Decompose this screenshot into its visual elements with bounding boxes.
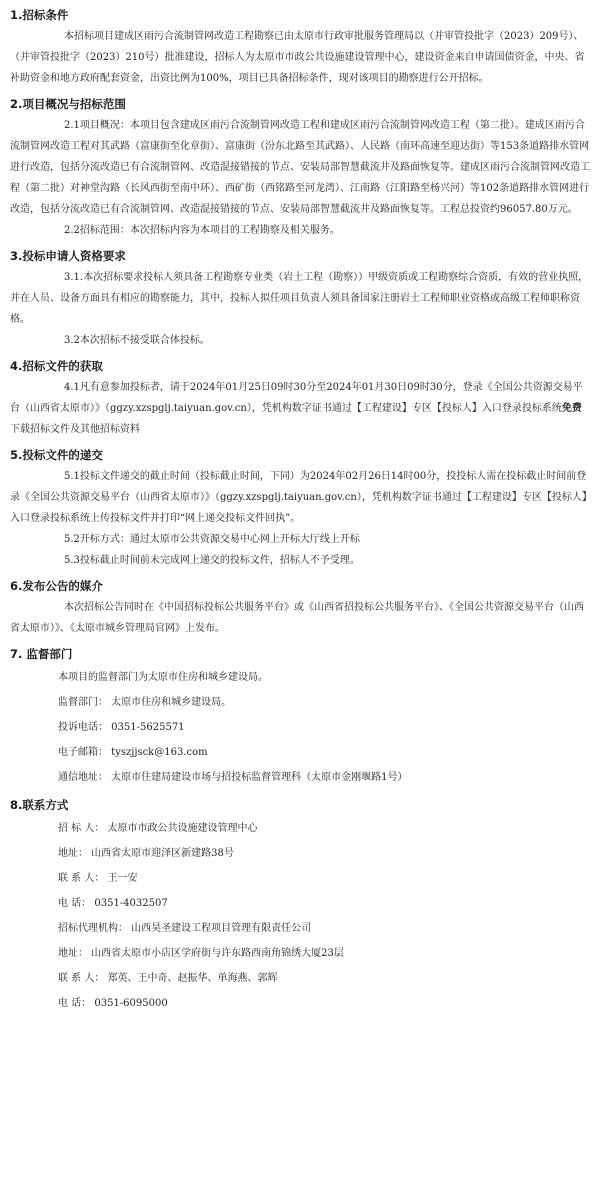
mailing-address: 通信地址： 太原市住建局建设市场与招投标监督管理科（太原市金刚堰路1号） [58,772,408,783]
section-contacts [10,794,590,1016]
section-supervision [10,643,590,790]
agency-contact: 联 系 人： 郑英、王中奇、赵振华、单海燕、郭辉 [58,973,278,984]
section-title: 2.项目概况与招标范围 [10,97,126,111]
tenderer-contact: 联 系 人： 王一安 [58,873,138,884]
section-title: 8.联系方式 [10,798,69,812]
section-bidding-conditions [10,4,590,89]
paragraph: 3.1.本次招标要求投标人须具备工程勘察专业类（岩土工程（勘察））甲级资质或工程勘察综合资质，有效的营业执照，并在人员、设备方面具有相应的勘察能力，其中，投标人拟任项目负责人须具备国家注册岩土工程师职业资格或高级工程师职称资格。 [10,272,589,325]
supervision-dept: 监督部门： 太原市住房和城乡建设局。 [58,697,232,708]
email: 电子邮箱： tyszjjsck@163.com [58,747,208,758]
section-title: 7. 监督部门 [10,647,73,661]
paragraph: 2.1项目概况：本项目包含建成区雨污合流制管网改造工程和建成区雨污合流制管网改造工程（第二批）。建成区雨污合流制管网改造工程对其武路（富康街至化章街）、富康街（汾东北路至其武路）、人民路（南环高速至迎达街）等153条道路排水管网进行改造，包括分流改造已有合流制管网、改造混接错接的节点、安装局部智慧截流井及路面恢复等。建成区雨污合流制管网改造工程（第二批）对神堂沟路（长风西街至南中环）、西矿街（西铭路至河龙湾）、江南路（江阳路至杨兴河）等102条道路排水管网进行改造，包括分流改造已有合流制管网、改造混接错接的节点、安装局部智慧截流井及路面恢复等。工程总投资约96057.80万元。 [10,120,590,215]
section-project-overview [10,93,590,241]
section-title: 3.投标申请人资格要求 [10,249,126,263]
paragraph: 本项目的监督部门为太原市住房和城乡建设局。 [58,672,268,683]
paragraph [10,377,590,440]
paragraph: 5.1投标文件递交的截止时间（投标截止时间，下同）为2024年02月26日14时00分，投投标人需在投标截止时间前登录《全国公共资源交易平台（山西省太原市）》（ggzy.xzspglj.taiyuan.gov.cn），凭机构数字证书通过【工程建设】专区【投标人】入口登录投标系统上传投标文件并打印“网上递交投标文件回执”。 [10,471,587,524]
paragraph: 5.2开标方式：通过太原市公共资源交易中心网上开标大厅线上开标 [64,534,360,545]
paragraph: 本招标项目建成区雨污合流制管网改造工程勘察已由太原市行政审批服务管理局以（并审管投批字（2023）209号）、（并审管投批字（2023）210号）批准建设，招标人为太原市市政公共设施建设管理中心，建设资金来自申请国债资金，中央、省补助资金和地方政府配套资金，出资比例为100%，项目已具备招标条件，现对该项目的勘察进行公开招标。 [10,31,585,84]
paragraph: 5.3投标截止时间前未完成网上递交的投标文件，招标人不予受理。 [64,555,360,566]
section-title: 1.招标条件 [10,8,69,22]
section-qualification [10,245,590,351]
section-title: 4.招标文件的获取 [10,359,103,373]
tenderer-address: 地址： 山西省太原市迎泽区新建路38号 [58,848,234,859]
text-run: 4.1凡有意参加投标者，请于2024年01月25日09时30分至2024年01月30日09时30分，登录《全国公共资源交易平台（山西省太原市）》（ggzy.xzspglj.taiyuan.gov.cn），凭机构数字证书通过【工程建设】专区【投标人】入口登录投标系统 [10,382,583,414]
tenderer: 招 标 人： 太原市市政公共设施建设管理中心 [58,823,258,834]
paragraph: 本次招标公告同时在《中国招标投标公共服务平台》或《山西省招投标公共服务平台》、《全国公共资源交易平台（山西省太原市）》、《太原市城乡管理局官网》上发布。 [10,602,584,634]
paragraph: 3.2本次招标不接受联合体投标。 [64,335,210,346]
text-run: 下载招标文件及其他招标资料 [10,424,140,435]
section-title: 6.发布公告的媒介 [10,579,103,593]
tenderer-phone: 电 话： 0351-4032507 [58,898,168,909]
complaint-phone: 投诉电话： 0351-5625571 [58,722,185,733]
section-media [10,575,590,639]
agency-address: 地址： 山西省太原市小店区学府街与许东路西南角锦绣大厦23层 [58,948,344,959]
agency-phone: 电 话： 0351-6095000 [58,998,168,1009]
agency: 招标代理机构： 山西昊圣建设工程项目管理有限责任公司 [58,923,312,934]
section-submission [10,444,590,571]
emphasis-free: 免费 [561,403,582,414]
paragraph: 2.2招标范围：本次招标内容为本项目的工程勘察及相关服务。 [64,225,340,236]
section-title: 5.投标文件的递交 [10,448,103,462]
section-obtain-documents [10,355,590,440]
